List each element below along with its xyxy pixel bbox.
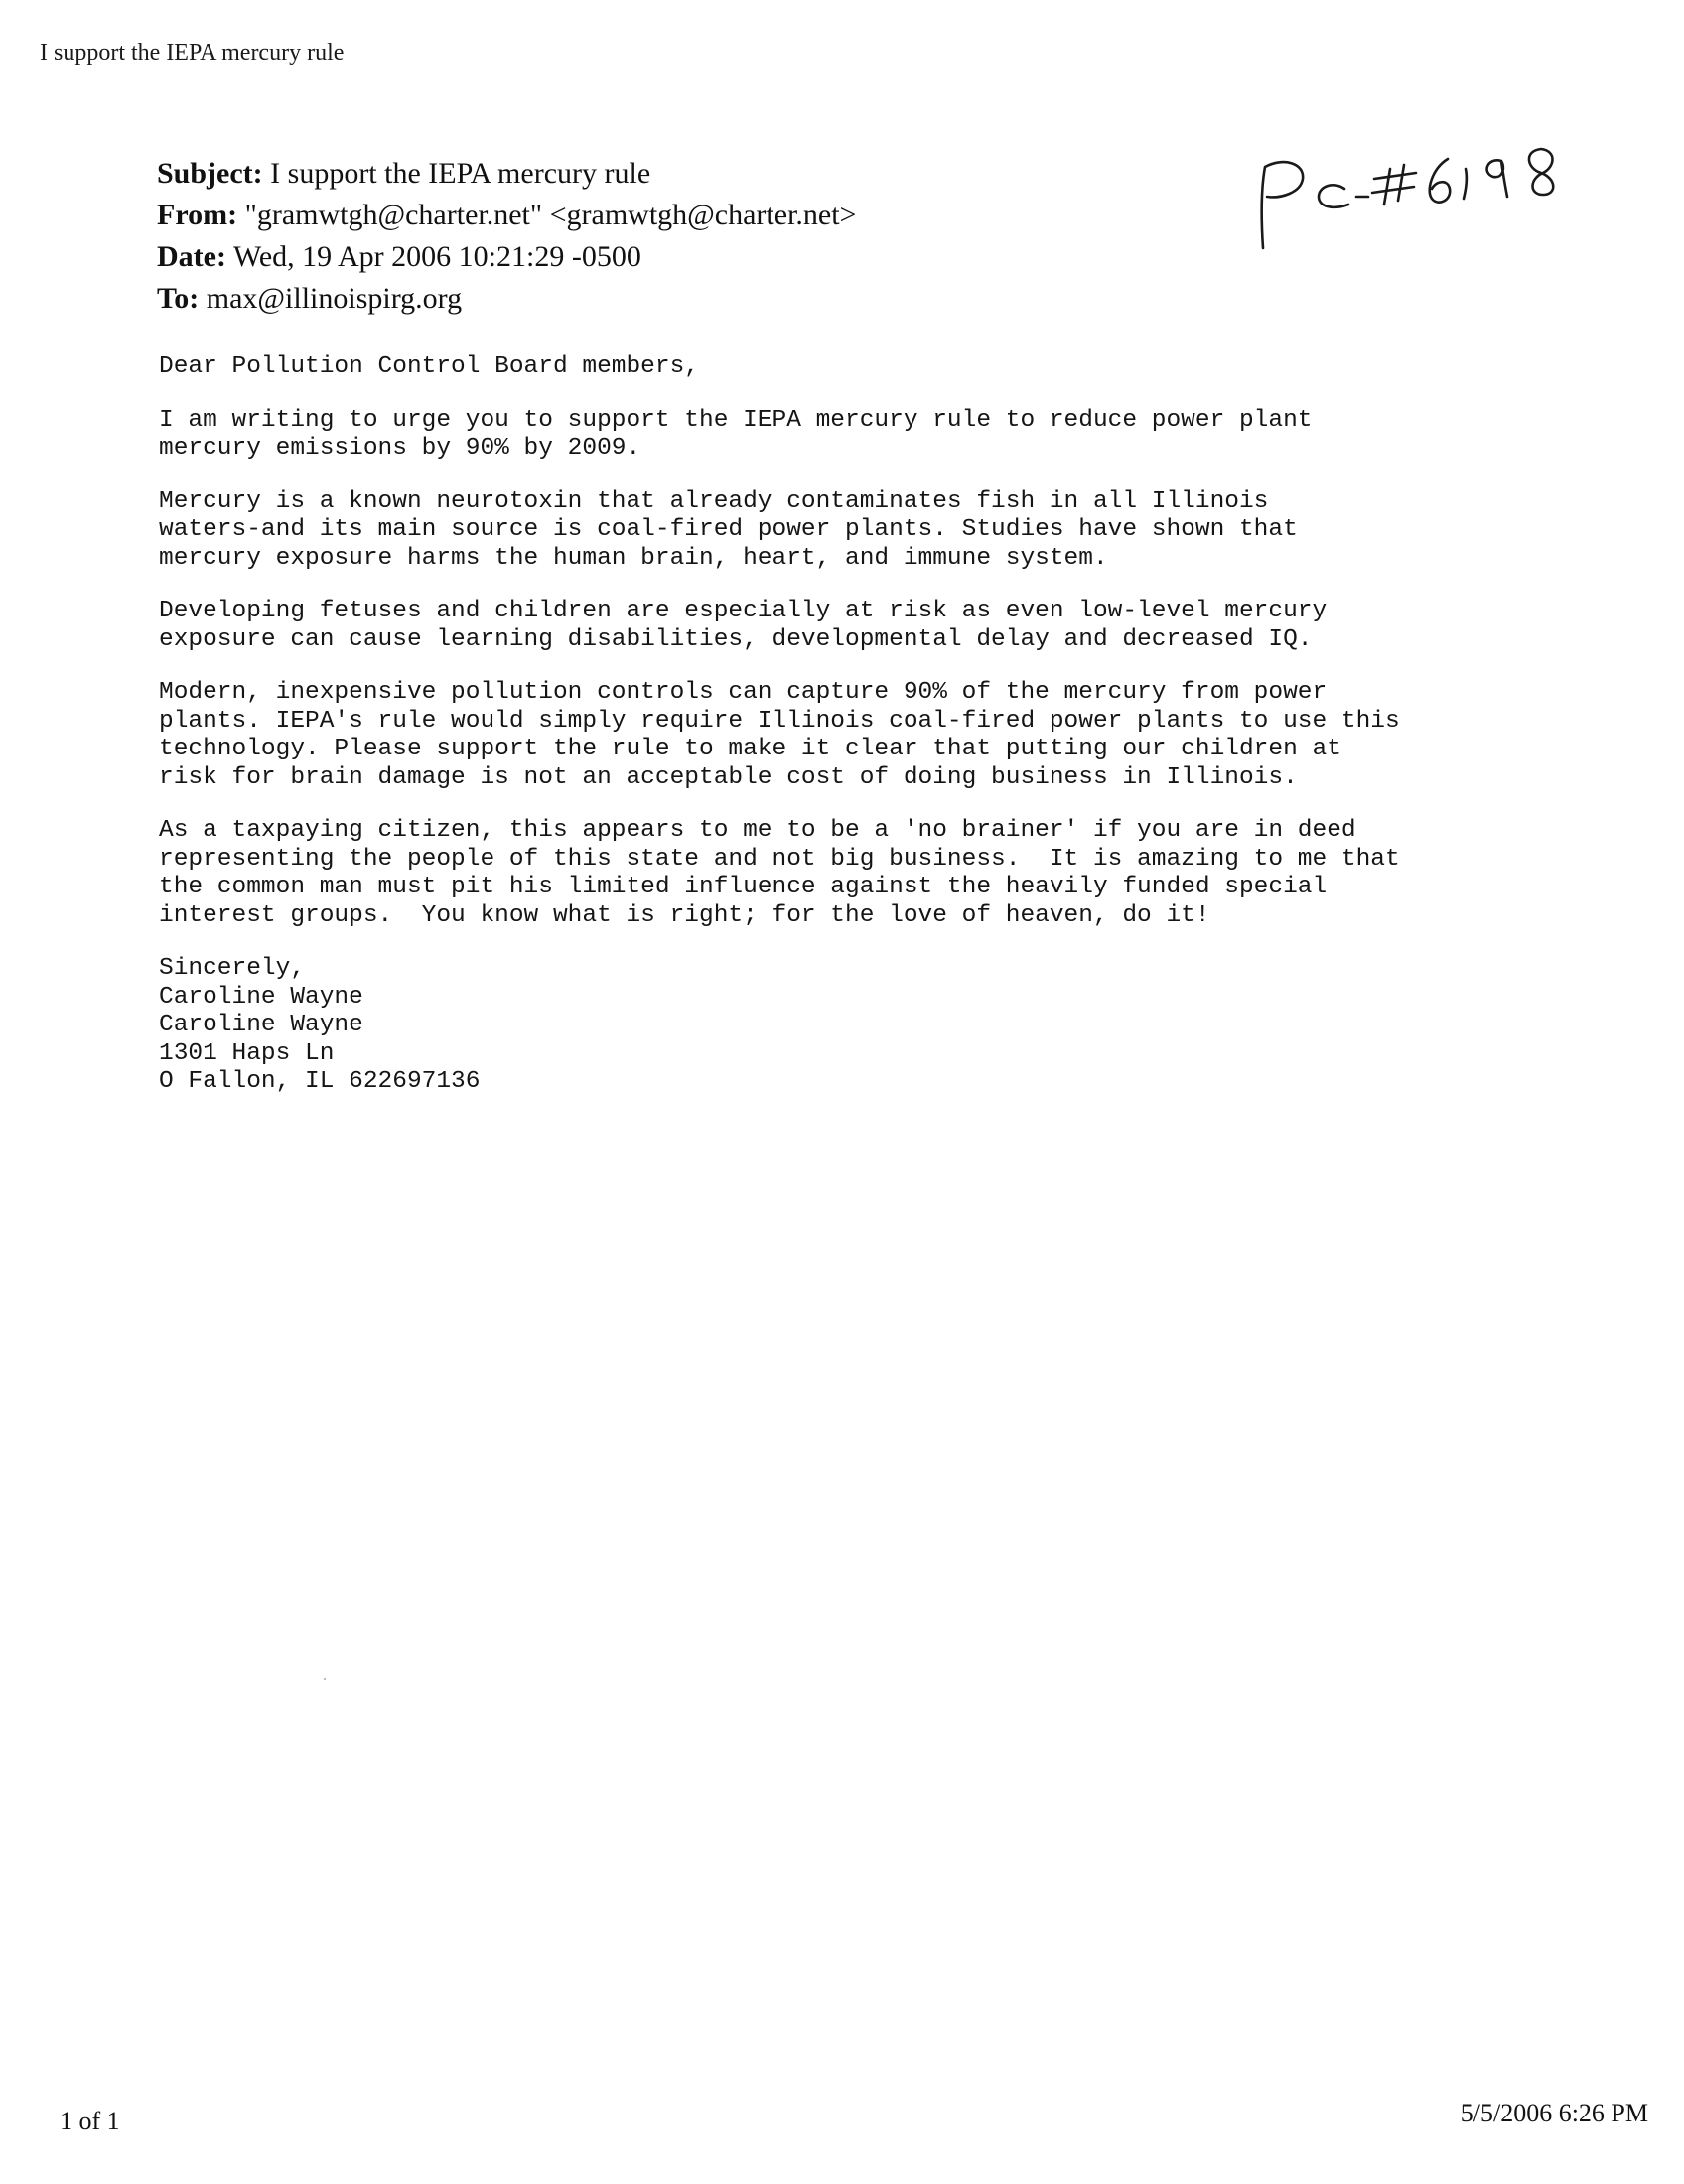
handwritten-stamp-drawing	[1253, 139, 1581, 258]
signature-name: Caroline Wayne	[159, 983, 363, 1011]
subject-label: Subject:	[157, 157, 263, 190]
email-body	[159, 353, 1569, 1097]
from-row	[157, 195, 856, 236]
to-row	[157, 278, 856, 320]
subject-value: I support the IEPA mercury rule	[270, 157, 651, 190]
body-paragraph: I am writing to urge you to support the IEPA mercury rule to reduce power plant mercury emissions by 90% by 2009.	[159, 406, 1313, 462]
subject-row	[157, 153, 856, 195]
scan-speck	[324, 1678, 326, 1680]
signature-block	[159, 955, 1569, 1097]
body-paragraph: Mercury is a known neurotoxin that already contaminates fish in all Illinois waters-and its main source is coal-fired power plants. Studies have shown that mercury exposure harms the human brain, heart, and immune system.	[159, 487, 1298, 572]
signature-name: Caroline Wayne	[159, 1012, 363, 1038]
signature-city: O Fallon, IL 622697136	[159, 1068, 481, 1095]
from-label: From:	[157, 199, 238, 231]
body-paragraph: As a taxpaying citizen, this appears to me to be a 'no brainer' if you are in deed representing the people of this state and not big business. It is amazing to me that the common man must pit his limited influence against the heavily funded special interest groups. You know what is right; for the love of heaven, do it!	[159, 817, 1400, 929]
page-number: 1 of 1	[60, 2107, 120, 2135]
from-value: "gramwtgh@charter.net" <gramwtgh@charter.net>	[244, 199, 857, 231]
email-header	[157, 153, 856, 320]
handwritten-stamp	[1253, 139, 1581, 258]
salutation: Dear Pollution Control Board members,	[159, 353, 699, 380]
running-header: I support the IEPA mercury rule	[40, 40, 345, 66]
to-value: max@illinoispirg.org	[206, 282, 463, 315]
body-paragraph: Developing fetuses and children are especially at risk as even low-level mercury exposure can cause learning disabilities, developmental delay and decreased IQ.	[159, 598, 1328, 653]
print-timestamp: 5/5/2006 6:26 PM	[1460, 2099, 1648, 2127]
closing: Sincerely,	[159, 955, 306, 982]
to-label: To:	[157, 282, 200, 315]
body-paragraph: Modern, inexpensive pollution controls can capture 90% of the mercury from power plants. IEPA's rule would simply require Illinois coal-fired power plants to use this technology. Please support the rule to make it clear that putting our children at risk for brain damage is not an acceptable cost of doing business in Illinois.	[159, 679, 1400, 791]
signature-street: 1301 Haps Ln	[159, 1039, 335, 1067]
date-label: Date:	[157, 240, 226, 273]
date-value: Wed, 19 Apr 2006 10:21:29 -0500	[232, 240, 641, 273]
date-row	[157, 236, 856, 278]
